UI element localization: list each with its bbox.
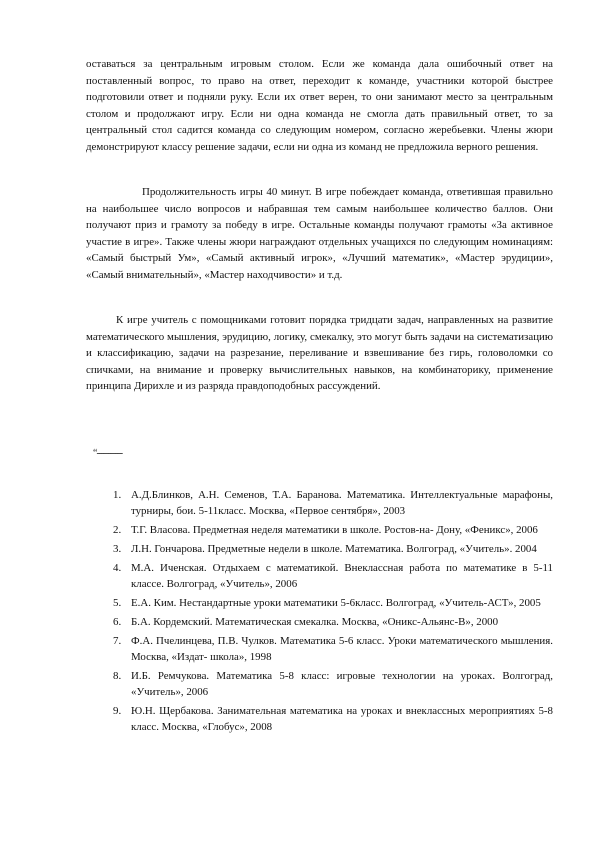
reference-item — [113, 522, 553, 538]
reference-text: Т.Г. Власова. Предметная неделя математики в школе. Ростов-на- Дону, «Феникс», 2006 — [131, 524, 538, 536]
reference-text: М.А. Иченская. Отдыхаем с математикой. Внеклассная работа по математике в 5-11 классе. Волгоград, «Учитель», 2006 — [131, 562, 553, 590]
reference-text: Е.А. Ким. Нестандартные уроки математики 5-6класс. Волгоград, «Учитель-АСТ», 2005 — [131, 597, 541, 609]
reference-number: 3. — [113, 543, 122, 555]
reference-item — [113, 595, 553, 611]
reference-text: И.Б. Ремчукова. Математика 5-8 класс: игровые технологии на уроках. Волгоград, «Учитель», 2006 — [131, 670, 553, 698]
footnote-separator: “----------- — [93, 448, 123, 459]
reference-item — [113, 560, 553, 592]
reference-list — [113, 487, 553, 738]
reference-number: 8. — [113, 670, 122, 682]
reference-text: Ф.А. Пчелинцева, П.В. Чулков. Математика 5-6 класс. Уроки математического мышления. Москва, «Издат- школа», 1998 — [131, 635, 553, 663]
reference-number: 5. — [113, 597, 122, 609]
body-paragraph-preparation: К игре учитель с помощниками готовит порядка тридцати задач, направленных на развитие математического мышления, эрудицию, логику, смекалку, это могут быть задачи на систематизацию и классификацию, задачи на разрезание, переливание и взвешивание без гирь, головоломки со спичками, на внимание и проверку вычислительных навыков, на комбинаторику, применение принципа Дирихле и из разряда правдоподобных рассуждений. — [86, 314, 553, 392]
reference-number: 6. — [113, 616, 122, 628]
reference-number: 2. — [113, 524, 122, 536]
reference-item — [113, 614, 553, 630]
reference-text: А.Д.Блинков, А.Н. Семенов, Т.А. Баранова. Математика. Интеллектуальные марафоны, турниры, бои. 5-11класс. Москва, «Первое сентября», 2003 — [131, 489, 553, 517]
reference-number: 9. — [113, 705, 122, 717]
reference-item — [113, 487, 553, 519]
reference-item — [113, 703, 553, 735]
reference-text: Ю.Н. Щербакова. Занимательная математика на уроках и внеклассных мероприятиях 5-8 класс. Москва, «Глобус», 2008 — [131, 705, 553, 733]
reference-text: Б.А. Кордемский. Математическая смекалка. Москва, «Оникс-Альянс-В», 2000 — [131, 616, 499, 628]
reference-item — [113, 541, 553, 557]
reference-text: Л.Н. Гончарова. Предметные недели в школе. Математика. Волгоград, «Учитель». 2004 — [131, 543, 537, 555]
body-paragraph-duration: Продолжительность игры 40 минут. В игре побеждает команда, ответившая правильно на наибольшее число вопросов и набравшая тем самым наибольшее количество баллов. Они получают приз и грамоту за победу в игре. Остальные команды получают грамоты «За активное участие в игре». Также члены жюри награждают отдельных учащихся по следующим номинациям: «Самый быстрый Ум», «Самый активный игрок», «Лучший математик», «Мастер эрудиции», «Самый внимательный», «Мастер находчивости» и т.д. — [86, 186, 553, 281]
reference-number: 1. — [113, 489, 122, 501]
reference-item — [113, 633, 553, 665]
reference-number: 4. — [113, 562, 122, 574]
reference-item — [113, 668, 553, 700]
body-paragraph-game-rules: оставаться за центральным игровым столом. Если же команда дала ошибочный ответ на поставленный вопрос, то право на ответ, переходит к команде, участники которой быстрее подготовили ответ и подняли руку. Если их ответ верен, то они занимают место за центральным столом и продолжают игру. Если ни одна команда не смогла дать правильный ответ, то за центральный стол садится команда со следующим номером, согласно жеребьевки. Члены жюри демонстрируют классу решение задачи, если ни одна из команд не предложила верного решения. — [86, 58, 553, 153]
reference-number: 7. — [113, 635, 122, 647]
